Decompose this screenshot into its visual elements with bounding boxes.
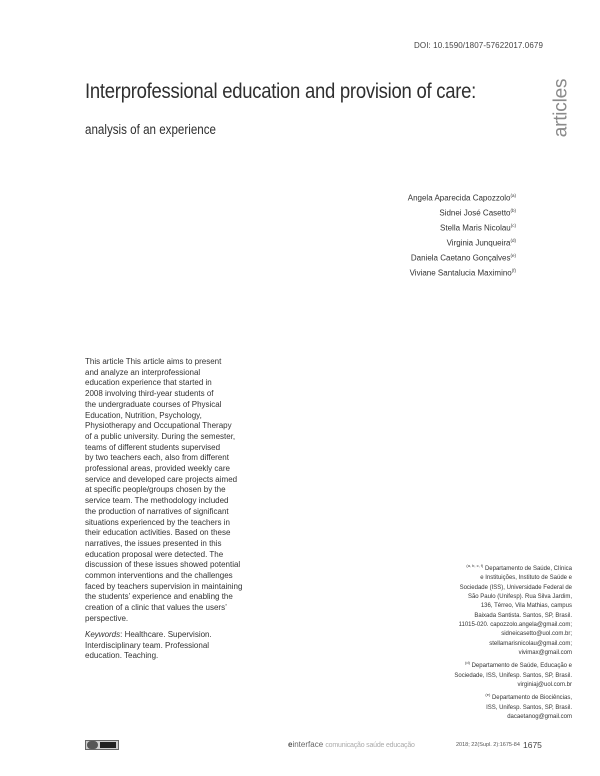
abstract-line: service team. The methodology included bbox=[85, 496, 229, 506]
abstract-line: their education activities. Based on these bbox=[85, 528, 231, 538]
author: Stella Maris Nicolau$^{(c)}$ bbox=[440, 222, 516, 233]
affiliation-line: Sociedade, ISS, Unifesp. Santos, SP, Brasil. bbox=[454, 672, 572, 679]
abstract-line: by two teachers each, also from different bbox=[85, 453, 229, 463]
abstract-line: common interventions and the challenges bbox=[85, 571, 233, 581]
affiliation-line: sidneicasetto@uol.com.br; bbox=[501, 631, 572, 638]
abstract-line: 2008 involving third-year students of bbox=[85, 389, 214, 399]
abstract-line: discussion of these issues showed potential bbox=[85, 560, 241, 570]
abstract-line: professional areas, provided weekly care bbox=[85, 464, 230, 474]
affiliation-line: vivimax@gmail.com bbox=[518, 650, 572, 657]
affiliation-line: stellamarisnicolau@gmail.com; bbox=[489, 640, 572, 647]
affiliation-line: Baixada Santista. Santos, SP, Brasil. bbox=[474, 612, 572, 619]
license-badge-icon[interactable] bbox=[85, 740, 119, 750]
affiliation-line: virginiaj@uol.com.br bbox=[517, 682, 572, 689]
abstract-line: Education, Nutrition, Psychology, bbox=[85, 410, 202, 420]
abstract-line: service and developed care projects aimed bbox=[85, 474, 238, 484]
affiliation-line: 11015-020. capozzolo.angela@gmail.com; bbox=[458, 622, 572, 629]
affiliation-line: 136, Térreo, Vila Mathias, campus bbox=[480, 603, 572, 610]
abstract-line: of a public university. During the semester, bbox=[85, 431, 236, 441]
affiliation-line: Sociedade (ISS), Universidade Federal de bbox=[459, 584, 572, 591]
affiliation-line: ISS, Unifesp. Santos, SP, Brasil. bbox=[486, 704, 572, 711]
journal-citation: 2018; 22(Supl. 2):1675-84 bbox=[456, 742, 520, 748]
affiliations bbox=[417, 561, 572, 723]
journal-logo: einterface comunicação saúde educação bbox=[288, 740, 415, 749]
author: Sidnei José Casetto$^{(b)}$ bbox=[439, 207, 516, 218]
abstract-line: education experience that started in bbox=[85, 378, 212, 388]
abstract-line: teams of different students supervised bbox=[85, 442, 221, 452]
author: Viviane Santalucia Maximino$^{(f)}$ bbox=[409, 267, 516, 278]
abstract-line: at specific people/groups chosen by the bbox=[85, 485, 226, 495]
author: Daniela Caetano Gonçalves$^{(e)}$ bbox=[410, 252, 516, 263]
keywords: Keywords: Healthcare. Supervision. Interdisciplinary team. Professional education. Teaching. bbox=[85, 630, 212, 661]
section-label-text: articles bbox=[550, 78, 571, 138]
article-title: Interprofessional education and provision of care: bbox=[85, 79, 477, 103]
abstract-line: the production of narratives of significant bbox=[85, 506, 229, 516]
affiliation-line: e Instituições, Instituto de Saúde e bbox=[480, 575, 572, 582]
affiliation-line: São Paulo (Unifesp). Rua Silva Jardim, bbox=[467, 594, 572, 601]
author: Angela Aparecida Capozzolo$^{(a)}$ bbox=[407, 193, 516, 203]
abstract-line: faced by teachers supervision in maintaining bbox=[85, 581, 243, 591]
abstract-line: the undergraduate courses of Physical bbox=[85, 399, 222, 409]
author-list bbox=[408, 190, 516, 280]
by-attribution-icon bbox=[100, 742, 116, 748]
abstract-line: narratives, the issues presented in this bbox=[85, 538, 222, 548]
abstract-line: the students’ experience and enabling the bbox=[85, 592, 233, 602]
page-number: 1675 bbox=[523, 740, 542, 750]
abstract-line: Physiotherapy and Occupational Therapy bbox=[85, 421, 232, 431]
cc-logo-icon bbox=[87, 741, 98, 749]
abstract-line: and analyze an interprofessional bbox=[85, 367, 201, 377]
article-subtitle: analysis of an experience bbox=[85, 122, 217, 137]
section-label bbox=[548, 78, 574, 138]
abstract-line: creation of a clinic that values the users’ bbox=[85, 603, 227, 613]
abstract-line: perspective. bbox=[85, 613, 129, 623]
affiliation-line: $^{(a, b, c, f)}$ Departamento de Saúde, Clínica bbox=[466, 563, 572, 572]
author: Virginia Junqueira$^{(d)}$ bbox=[446, 237, 516, 248]
abstract-line: education proposal were detected. The bbox=[85, 549, 224, 559]
keywords-label: Keywords bbox=[85, 630, 121, 639]
affiliation-line: $^{(d)}$ Departamento de Saúde, Educação e bbox=[465, 660, 572, 670]
abstract-line: This article This article aims to present bbox=[85, 357, 222, 366]
affiliation-line: dacaetanog@gmail.com bbox=[507, 714, 572, 721]
doi-identifier: DOI: 10.1590/1807-57622017.0679 bbox=[414, 41, 543, 50]
affiliation-line: $^{(e)}$ Departamento de Biociências, bbox=[485, 692, 572, 702]
abstract bbox=[85, 357, 273, 625]
abstract-line: situations experienced by the teachers in bbox=[85, 517, 230, 527]
